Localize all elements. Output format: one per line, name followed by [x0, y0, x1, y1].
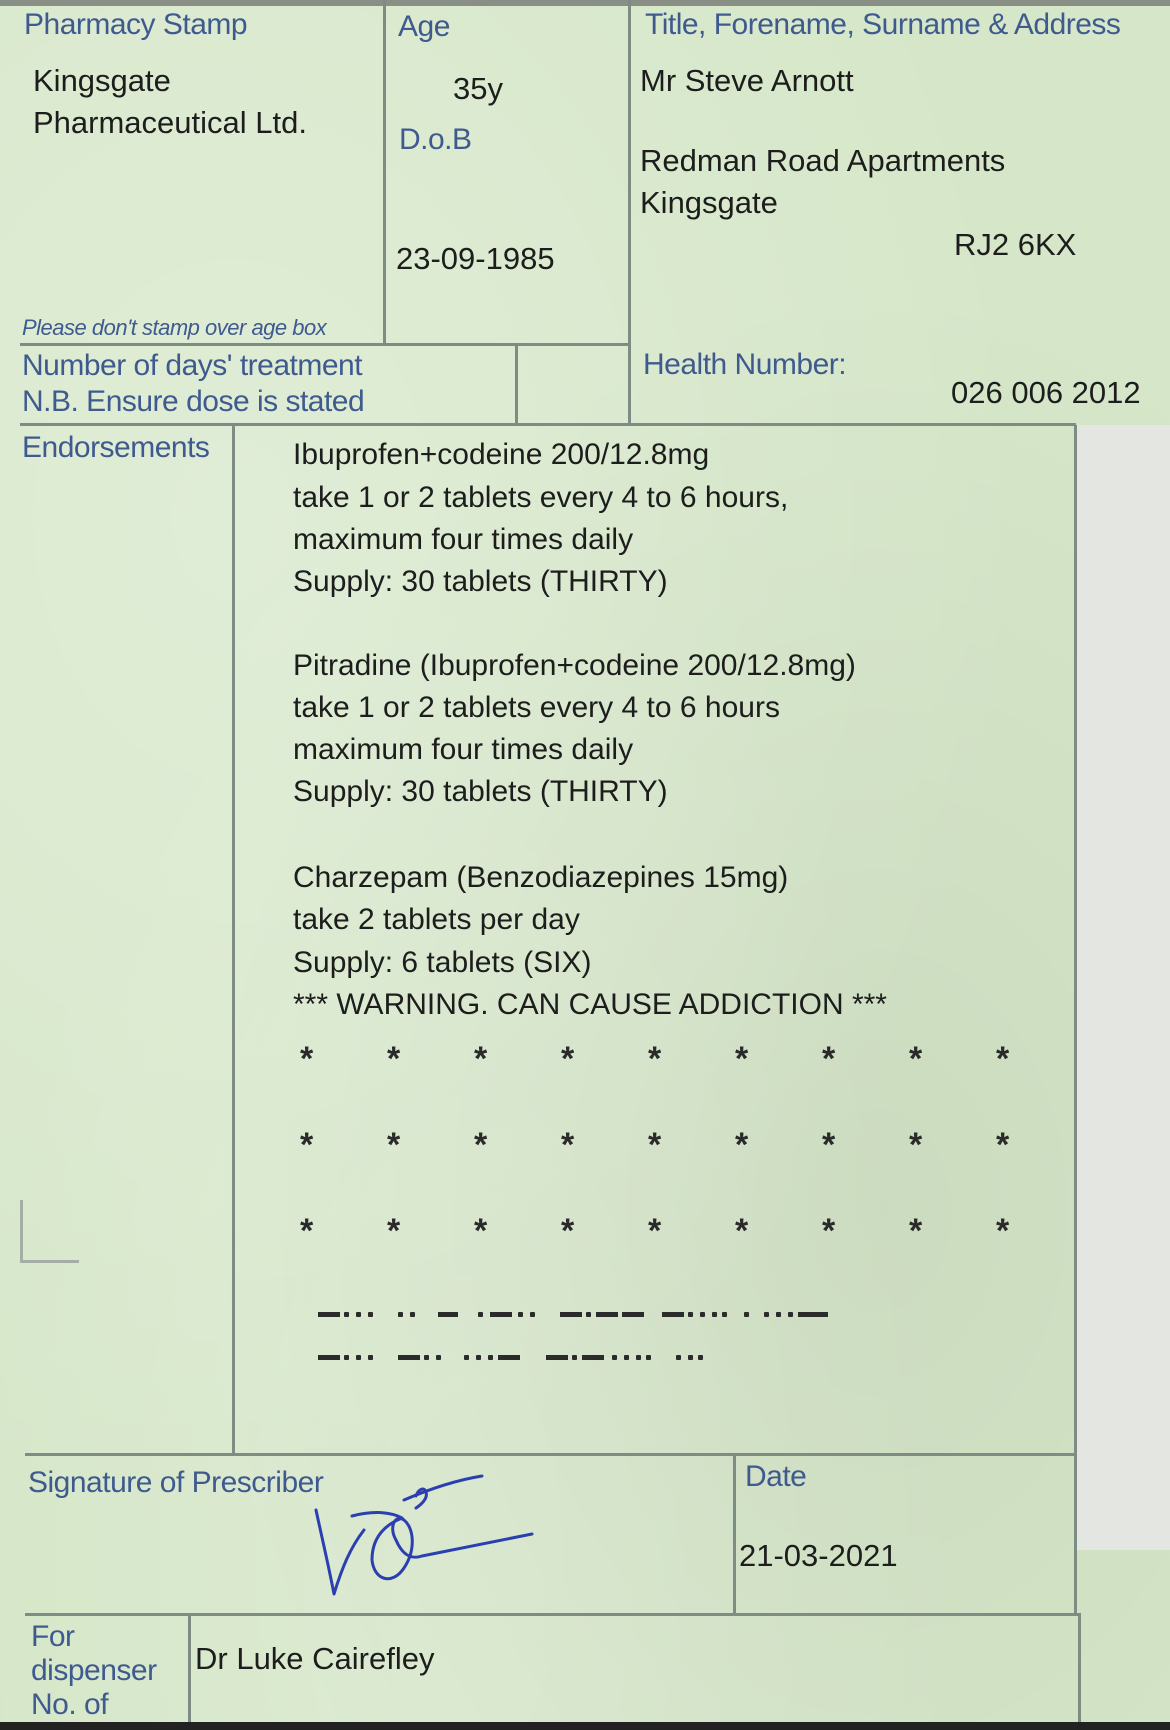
divider: [25, 1613, 1080, 1616]
cancellation-star: *: [648, 1126, 662, 1164]
divider: [628, 0, 631, 425]
patient-address-line1: Redman Road Apartments: [640, 143, 1006, 178]
rx-item-1-line1: Ibuprofen+codeine 200/12.8mg: [293, 438, 710, 471]
cancellation-star: *: [474, 1040, 488, 1078]
bottom-edge: [0, 1722, 1170, 1730]
rx-item-3-line3: Supply: 6 tablets (SIX): [293, 946, 592, 979]
cancellation-star: *: [735, 1040, 749, 1078]
cancellation-star: *: [561, 1126, 575, 1164]
patient-name: Mr Steve Arnott: [640, 63, 854, 98]
cancellation-star: *: [561, 1212, 575, 1250]
cancellation-star: *: [300, 1126, 314, 1164]
dose-note-label: N.B. Ensure dose is stated: [22, 385, 365, 418]
rx-item-2-line4: Supply: 30 tablets (THIRTY): [293, 775, 668, 808]
right-margin-strip: [1076, 425, 1170, 1550]
cancellation-star: *: [735, 1126, 749, 1164]
divider: [20, 343, 630, 346]
rx-item-2-line2: take 1 or 2 tablets every 4 to 6 hours: [293, 691, 780, 724]
endorsements-label: Endorsements: [22, 431, 210, 464]
cancellation-dash: [318, 1312, 340, 1317]
cancellation-dash: [712, 1312, 717, 1317]
cancellation-dash: [436, 1355, 441, 1360]
cancellation-dash: [560, 1312, 582, 1317]
cancellation-dash: [438, 1312, 458, 1317]
cancellation-star: *: [474, 1126, 488, 1164]
cancellation-dash: [612, 1355, 617, 1360]
cancellation-dash: [688, 1312, 693, 1317]
divider: [188, 1613, 191, 1723]
cancellation-dash: [688, 1355, 693, 1360]
cancellation-star: *: [300, 1040, 314, 1078]
divider: [733, 1453, 736, 1615]
rx-item-2-line3: maximum four times daily: [293, 733, 634, 766]
pharmacy-name-line2: Pharmaceutical Ltd.: [33, 105, 307, 140]
cancellation-dash: [582, 1355, 604, 1360]
cancellation-dash: [518, 1312, 523, 1317]
cancellation-star: *: [822, 1212, 836, 1250]
cancellation-dash-line: [318, 1349, 758, 1365]
health-number-label: Health Number:: [643, 348, 847, 381]
cancellation-star: *: [387, 1212, 401, 1250]
cancellation-dash: [478, 1312, 483, 1317]
cancellation-dash: [398, 1312, 403, 1317]
divider: [515, 345, 518, 425]
patient-age: 35y: [453, 71, 503, 106]
divider: [1074, 425, 1077, 1615]
divider: [232, 425, 235, 1453]
cancellation-dash: [344, 1355, 349, 1360]
cancellation-dash: [356, 1312, 361, 1317]
cancellation-star: *: [996, 1212, 1010, 1250]
cancellation-star: *: [909, 1040, 923, 1078]
cancellation-star: *: [648, 1040, 662, 1078]
cancellation-stars-row: [300, 1212, 1060, 1252]
cancellation-star: *: [996, 1126, 1010, 1164]
cancellation-dash: [546, 1355, 568, 1360]
dispenser-label-line3: No. of: [31, 1688, 109, 1721]
corner-mark: [20, 1200, 79, 1263]
cancellation-dash: [700, 1312, 705, 1317]
rx-item-1-line4: Supply: 30 tablets (THIRTY): [293, 565, 668, 598]
cancellation-dash: [530, 1312, 535, 1317]
cancellation-star: *: [822, 1040, 836, 1078]
cancellation-stars-row: [300, 1040, 1060, 1080]
pharmacy-stamp-label: Pharmacy Stamp: [24, 8, 248, 41]
cancellation-dash: [344, 1312, 349, 1317]
cancellation-dash: [476, 1355, 481, 1360]
rx-item-2-line1: Pitradine (Ibuprofen+codeine 200/12.8mg): [293, 649, 856, 682]
prescriber-name: Dr Luke Cairefley: [195, 1641, 435, 1676]
cancellation-dash: [498, 1355, 520, 1360]
cancellation-star: *: [474, 1212, 488, 1250]
cancellation-star: *: [387, 1040, 401, 1078]
cancellation-star: *: [909, 1126, 923, 1164]
cancellation-dash: [586, 1312, 591, 1317]
cancellation-dash: [464, 1355, 469, 1360]
cancellation-dash: [722, 1312, 727, 1317]
dob-label: D.o.B: [399, 123, 472, 156]
cancellation-dash: [368, 1312, 373, 1317]
cancellation-dash: [368, 1355, 373, 1360]
cancellation-star: *: [735, 1212, 749, 1250]
dispenser-label-line2: dispenser: [31, 1654, 157, 1687]
cancellation-dash: [636, 1355, 641, 1360]
cancellation-dash: [798, 1312, 828, 1317]
signature-label: Signature of Prescriber: [28, 1466, 324, 1499]
rx-warning: *** WARNING. CAN CAUSE ADDICTION ***: [293, 988, 887, 1021]
divider: [20, 423, 1076, 426]
cancellation-dash: [356, 1355, 361, 1360]
cancellation-dash: [662, 1312, 684, 1317]
prescription-date: 21-03-2021: [739, 1538, 898, 1573]
cancellation-star: *: [996, 1040, 1010, 1078]
cancellation-star: *: [300, 1212, 314, 1250]
cancellation-dash: [318, 1355, 340, 1360]
patient-dob: 23-09-1985: [396, 241, 555, 276]
cancellation-dash: [398, 1355, 420, 1360]
cancellation-dash: [646, 1355, 651, 1360]
cancellation-dash: [488, 1355, 493, 1360]
rx-item-3-line1: Charzepam (Benzodiazepines 15mg): [293, 861, 789, 894]
date-label: Date: [745, 1460, 807, 1493]
stamp-note: Please don't stamp over age box: [22, 315, 327, 340]
health-number: 026 006 2012: [951, 375, 1141, 410]
title-address-label: Title, Forename, Surname & Address: [645, 8, 1121, 41]
cancellation-star: *: [561, 1040, 575, 1078]
days-treatment-label: Number of days' treatment: [22, 349, 363, 382]
cancellation-dash: [424, 1355, 429, 1360]
rx-item-1-line2: take 1 or 2 tablets every 4 to 6 hours,: [293, 481, 789, 514]
cancellation-dash: [572, 1355, 577, 1360]
cancellation-dash: [490, 1312, 512, 1317]
cancellation-dash-line: [318, 1306, 878, 1322]
cancellation-dash: [788, 1312, 793, 1317]
cancellation-star: *: [822, 1126, 836, 1164]
cancellation-dash: [676, 1355, 681, 1360]
cancellation-dash: [698, 1355, 703, 1360]
cancellation-dash: [744, 1312, 749, 1317]
cancellation-dash: [764, 1312, 769, 1317]
patient-postcode: RJ2 6KX: [954, 227, 1077, 262]
divider: [25, 1453, 1077, 1456]
cancellation-dash: [624, 1355, 629, 1360]
age-label: Age: [398, 10, 450, 43]
cancellation-dash: [622, 1312, 644, 1317]
dispenser-label-line1: For: [31, 1620, 75, 1653]
top-edge: [0, 0, 1170, 6]
prescriber-signature: [292, 1468, 552, 1608]
cancellation-star: *: [387, 1126, 401, 1164]
cancellation-dash: [410, 1312, 415, 1317]
cancellation-star: *: [909, 1212, 923, 1250]
cancellation-dash: [776, 1312, 781, 1317]
pharmacy-name-line1: Kingsgate: [33, 63, 171, 98]
divider: [1078, 1613, 1081, 1723]
patient-address-line2: Kingsgate: [640, 185, 778, 220]
divider: [383, 0, 386, 345]
rx-item-1-line3: maximum four times daily: [293, 523, 634, 556]
rx-item-3-line2: take 2 tablets per day: [293, 903, 580, 936]
cancellation-dash: [596, 1312, 618, 1317]
cancellation-stars-row: [300, 1126, 1060, 1166]
cancellation-star: *: [648, 1212, 662, 1250]
